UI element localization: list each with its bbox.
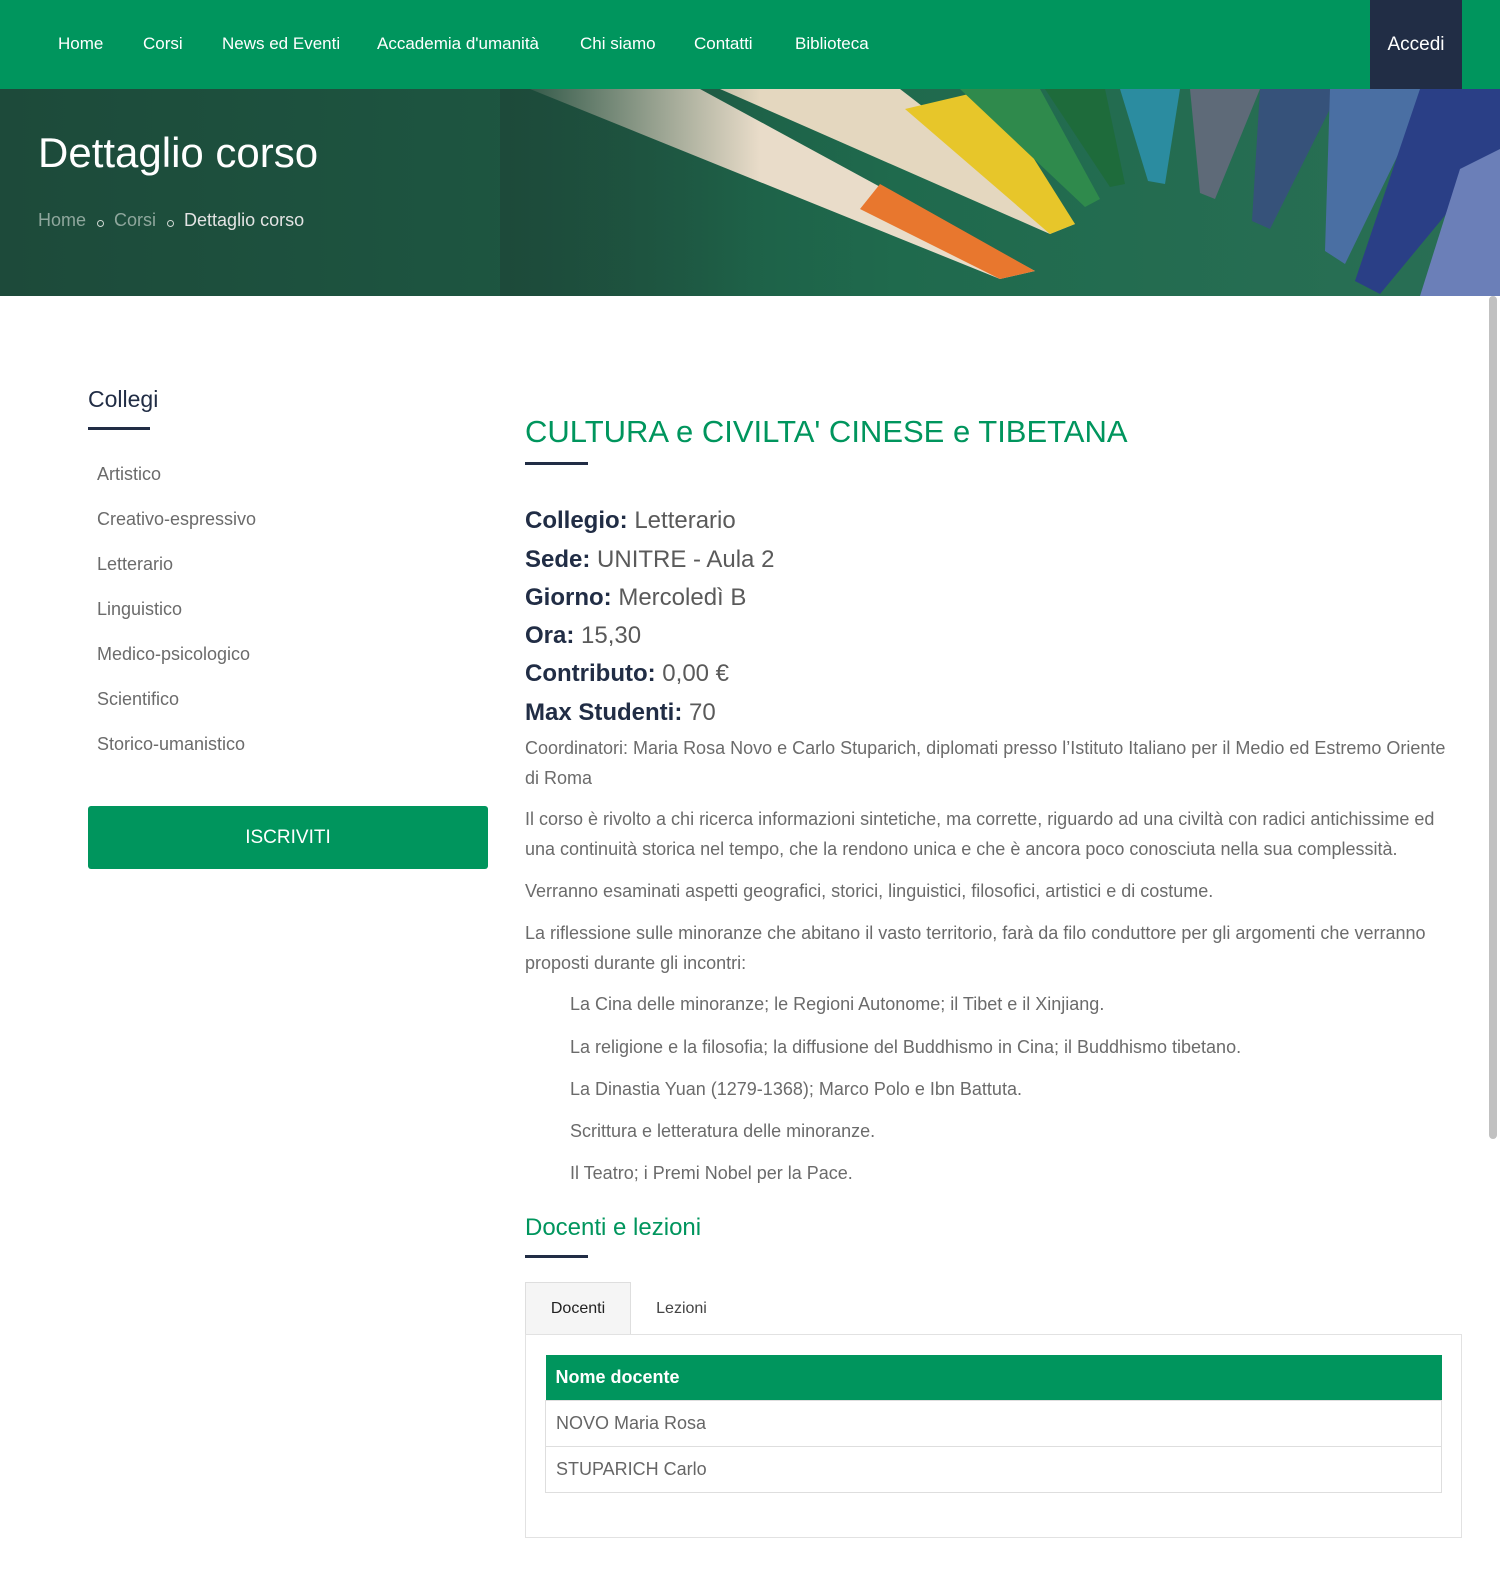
nav-home[interactable]: Home: [58, 34, 104, 53]
detail-max-studenti: [525, 698, 716, 728]
sidebar-item-storico-umanistico[interactable]: Storico-umanistico: [97, 734, 246, 754]
detail-value: 0,00 €: [662, 660, 730, 687]
sidebar-title-underline: [88, 427, 150, 430]
breadcrumb-separator-icon: [97, 220, 104, 227]
table-row: [546, 1400, 1442, 1446]
sidebar-item-linguistico[interactable]: Linguistico: [97, 599, 183, 619]
detail-ora: [525, 621, 641, 651]
topic-item: La religione e la filosofia; la diffusione del Buddhismo in Cina; il Buddhismo tibetano.: [570, 1037, 1242, 1057]
sidebar-item-creativo-espressivo[interactable]: Creativo-espressivo: [97, 509, 257, 529]
topic-item: Scrittura e letteratura delle minoranze.: [570, 1121, 876, 1141]
breadcrumb-separator-icon: [167, 220, 174, 227]
detail-sede: [525, 545, 774, 575]
enroll-button[interactable]: ISCRIVITI: [88, 806, 488, 869]
course-coordinators: Coordinatori: Maria Rosa Novo e Carlo Stuparich, diplomati presso l’Istituto Italiano per il Medio ed Estremo Oriente di Roma: [525, 738, 1446, 788]
sidebar-item-medico-psicologico[interactable]: Medico-psicologico: [97, 644, 251, 664]
sidebar-item-letterario[interactable]: Letterario: [97, 554, 174, 574]
tab-docenti[interactable]: Docenti: [525, 1282, 631, 1335]
nav-contatti[interactable]: Contatti: [694, 34, 753, 53]
course-aspects: Verranno esaminati aspetti geografici, storici, linguistici, filosofici, artistici e di costume.: [525, 881, 1214, 901]
tab-lezioni[interactable]: Lezioni: [656, 1299, 707, 1317]
detail-value: Letterario: [634, 507, 736, 534]
teachers-section-title: Docenti e lezioni: [525, 1214, 702, 1241]
course-intro-topics: La riflessione sulle minoranze che abitano il vasto territorio, farà da filo conduttore per gli argomenti che verranno proposti durante gli incontri:: [525, 923, 1426, 973]
collegi-list: [97, 463, 256, 778]
breadcrumb-corsi[interactable]: Corsi: [114, 210, 157, 230]
detail-value: UNITRE - Aula 2: [597, 546, 775, 573]
teacher-name: STUPARICH Carlo: [546, 1446, 1442, 1492]
detail-value: 15,30: [581, 622, 642, 649]
page-scrollbar[interactable]: [1489, 296, 1497, 1139]
teachers-section-underline: [525, 1255, 588, 1258]
breadcrumb: [38, 210, 304, 231]
table-header-row: [546, 1355, 1442, 1400]
detail-label: Contributo:: [525, 660, 656, 687]
course-title-underline: [525, 462, 588, 465]
teacher-name: NOVO Maria Rosa: [546, 1400, 1442, 1446]
top-navbar: [0, 0, 1500, 89]
detail-label: Max Studenti:: [525, 699, 683, 726]
topic-item: La Cina delle minoranze; le Regioni Autonome; il Tibet e il Xinjiang.: [570, 994, 1105, 1014]
table-row: [546, 1446, 1442, 1492]
nav-corsi[interactable]: Corsi: [143, 34, 183, 53]
nav-chi-siamo[interactable]: Chi siamo: [580, 34, 656, 53]
breadcrumb-current: Dettaglio corso: [184, 210, 305, 230]
detail-value: Mercoledì B: [618, 584, 747, 611]
detail-label: Sede:: [525, 546, 591, 573]
detail-giorno: [525, 583, 746, 613]
detail-contributo: [525, 659, 729, 689]
login-button[interactable]: Accedi: [1370, 0, 1462, 89]
detail-label: Giorno:: [525, 584, 612, 611]
topic-item: La Dinastia Yuan (1279-1368); Marco Polo e Ibn Battuta.: [570, 1079, 1022, 1099]
course-title: CULTURA e CIVILTA' CINESE e TIBETANA: [525, 414, 1128, 449]
detail-value: 70: [689, 699, 716, 726]
page-header-banner: [0, 89, 1500, 296]
detail-collegio: [525, 506, 736, 536]
teachers-table: [545, 1355, 1442, 1493]
nav-news-eventi[interactable]: News ed Eventi: [222, 34, 341, 53]
nav-accademia[interactable]: Accademia d'umanità: [377, 34, 539, 53]
sidebar-item-artistico[interactable]: Artistico: [97, 464, 162, 484]
page-title: Dettaglio corso: [38, 129, 319, 176]
colored-pencils-image: [0, 89, 1500, 296]
sidebar-item-scientifico[interactable]: Scientifico: [97, 689, 180, 709]
detail-label: Ora:: [525, 622, 575, 649]
topic-item: Il Teatro; i Premi Nobel per la Pace.: [570, 1163, 853, 1183]
nav-biblioteca[interactable]: Biblioteca: [795, 34, 869, 53]
breadcrumb-home[interactable]: Home: [38, 210, 87, 230]
column-header-nome-docente: Nome docente: [546, 1355, 1442, 1400]
sidebar-title: Collegi: [88, 386, 159, 412]
course-description: Il corso è rivolto a chi ricerca informazioni sintetiche, ma corrette, riguardo ad una civiltà con radici antichissime ed una continuità storica nel tempo, che la rendono unica e che è ancora poco conosciuta nella sua complessità.: [525, 809, 1435, 859]
detail-label: Collegio:: [525, 507, 628, 534]
